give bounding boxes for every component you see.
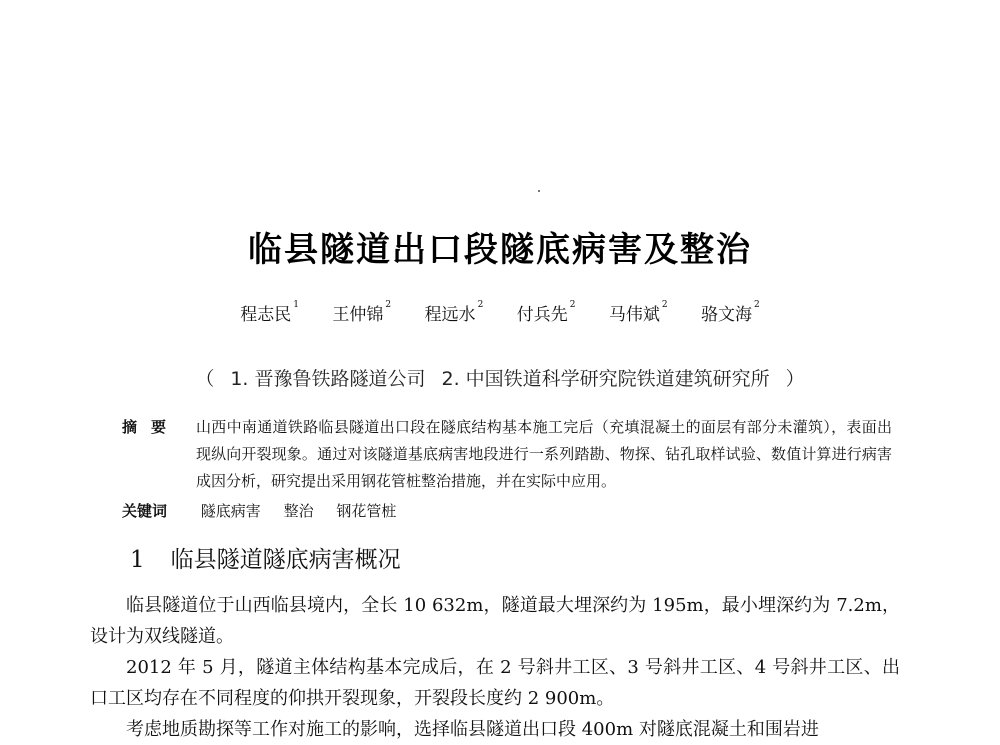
author [517,300,576,325]
author-affil-mark: 2 [385,300,392,310]
paragraph: 2012 年 5 月，隧道主体结构基本完成后，在 2 号斜井工区、3 号斜井工区、4 号斜井工区、出口工区均存在不同程度的仰拱开裂现象，开裂段长度约 2 900m。 [90,657,900,709]
author-name: 骆文海 [700,305,752,325]
keyword: 钢花管桩 [336,502,397,520]
section-heading [130,541,401,574]
paragraph: 临县隧道位于山西临县境内，全长 10 632m，隧道最大埋深约为 195m，最小埋深约为 7.2m，设计为双线隧道。 [90,595,900,647]
keyword: 隧底病害 [200,502,261,520]
author-name: 马伟斌 [608,305,660,325]
author-name: 付兵先 [516,305,568,325]
author-name: 程远水 [424,305,476,325]
author-affil-mark: 2 [569,300,576,310]
author-affil-mark: 2 [753,300,760,310]
paragraph: 考虑地质勘探等工作对施工的影响，选择临县隧道出口段 400m 对隧底混凝土和围岩进 [126,719,819,740]
section-number: 1 [130,547,145,573]
section-title: 临县隧道隧底病害概况 [170,547,401,573]
keyword: 整治 [283,502,314,520]
scan-speck [538,190,540,192]
author [609,300,668,325]
author [332,300,391,325]
author-name: 程志民 [240,305,292,325]
keywords [122,498,892,524]
abstract-label: 摘要 [122,418,181,436]
affil-close-paren: ） [785,368,805,390]
body-text [90,590,900,745]
author [425,300,484,325]
affiliations [0,364,1000,391]
abstract [122,414,892,495]
author-name: 王仲锦 [332,305,384,325]
abstract-text: 山西中南通道铁路临县隧道出口段在隧底结构基本施工完后（充填混凝土的面层有部分未灌筑），表面出现纵向开裂现象。通过对该隧道基底病害地段进行一系列踏勘、物探、钻孔取样试验、数值计算进行病害成因分析，研究提出采用钢花管桩整治措施，并在实际中应用。 [196,418,892,490]
affiliation-2: 2. 中国铁道科学研究院铁道建筑研究所 [441,368,770,390]
author [701,300,760,325]
author-affil-mark: 2 [661,300,668,310]
author [240,300,299,325]
paper-title: 临县隧道出口段隧底病害及整治 [248,230,752,270]
author-affil-mark: 2 [477,300,484,310]
keywords-label: 关键词 [122,502,168,520]
author-affil-mark: 1 [293,300,300,310]
affiliation-1: 1. 晋豫鲁铁路隧道公司 [230,368,426,390]
author-list [0,300,1000,325]
affil-open-paren: （ [195,368,215,390]
